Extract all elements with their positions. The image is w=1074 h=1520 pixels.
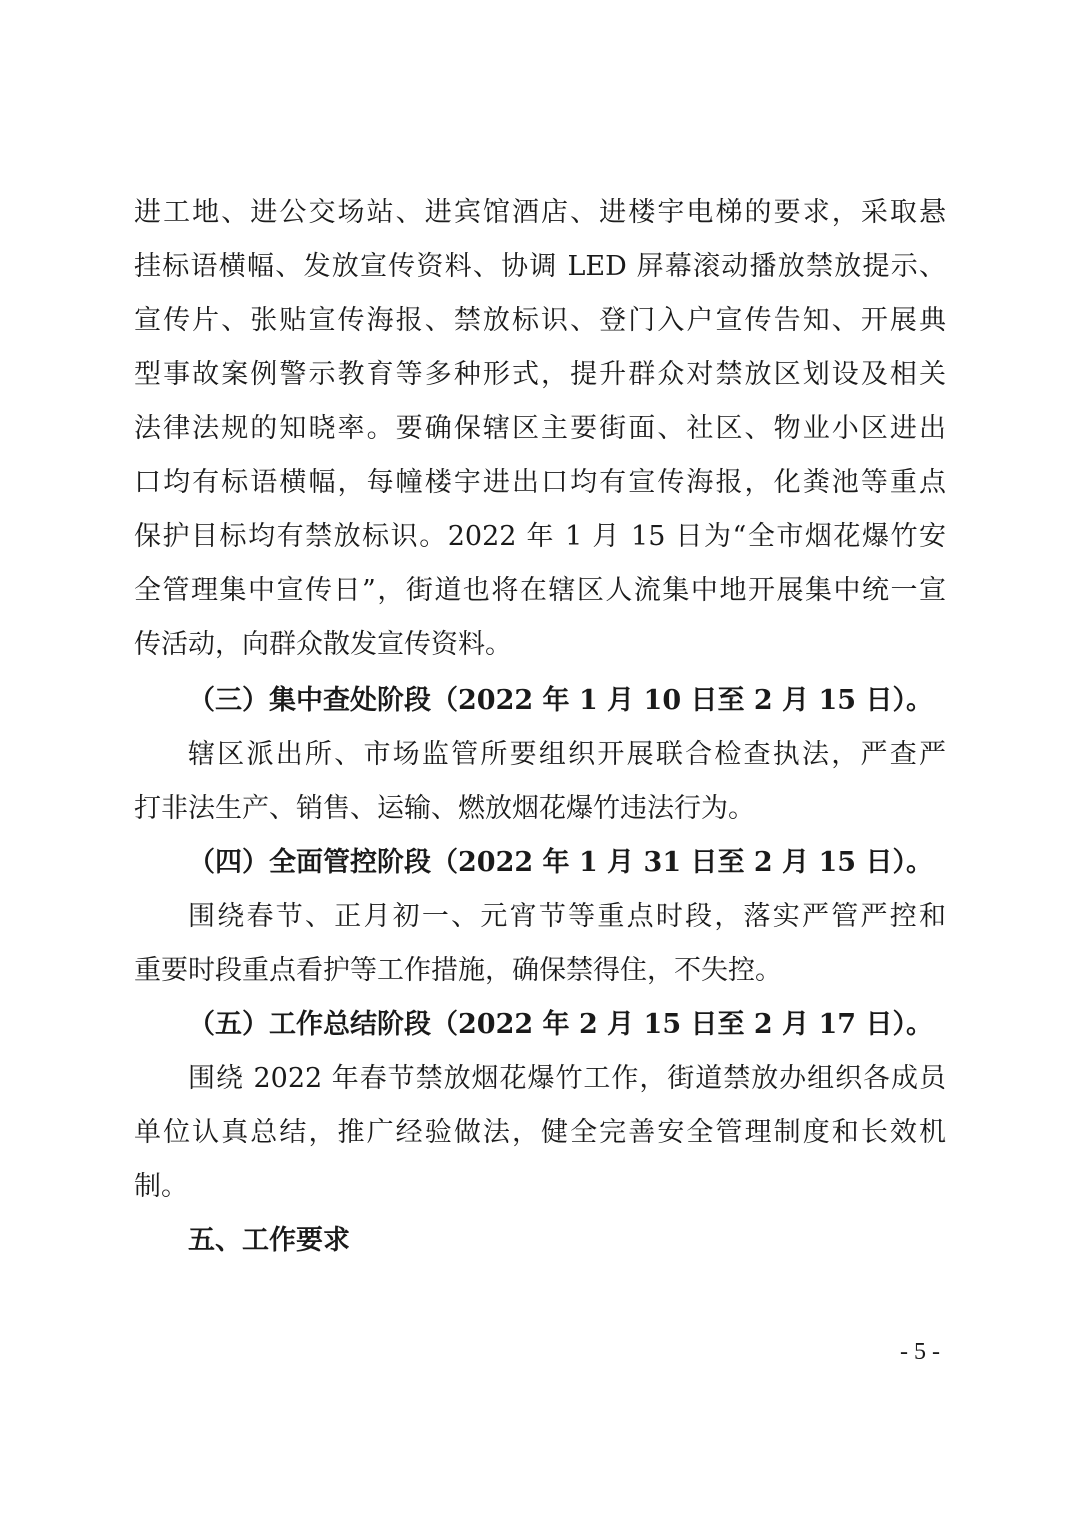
- subheading-phase-4: （四）全面管控阶段（2022 年 1 月 31 日至 2 月 15 日）。: [188, 847, 933, 878]
- body-line-15: 重要时段重点看护等工作措施，确保禁得住，不失控。: [134, 955, 782, 986]
- page-number: - 5 -: [900, 1339, 940, 1365]
- body-line-17: 围绕 2022 年春节禁放烟花爆竹工作，街道禁放办组织各成员: [188, 1063, 946, 1094]
- body-line-7: 保护目标均有禁放标识。2022 年 1 月 15 日为“全市烟花爆竹安: [134, 521, 946, 552]
- body-line-12: 打非法生产、销售、运输、燃放烟花爆竹违法行为。: [134, 793, 755, 824]
- body-line-19: 制。: [134, 1171, 188, 1202]
- body-line-2: 挂标语横幅、发放宣传资料、协调 LED 屏幕滚动播放禁放提示、: [134, 251, 946, 282]
- body-line-18: 单位认真总结，推广经验做法，健全完善安全管理制度和长效机: [134, 1117, 946, 1148]
- body-line-6: 口均有标语横幅，每幢楼宇进出口均有宣传海报，化粪池等重点: [134, 467, 946, 498]
- body-line-3: 宣传片、张贴宣传海报、禁放标识、登门入户宣传告知、开展典: [134, 305, 946, 336]
- body-line-4: 型事故案例警示教育等多种形式，提升群众对禁放区划设及相关: [134, 359, 946, 390]
- section-heading-work-requirements: 五、工作要求: [188, 1225, 350, 1256]
- subheading-phase-3: （三）集中查处阶段（2022 年 1 月 10 日至 2 月 15 日）。: [188, 685, 933, 716]
- subheading-phase-5: （五）工作总结阶段（2022 年 2 月 15 日至 2 月 17 日）。: [188, 1009, 933, 1040]
- body-line-5: 法律法规的知晓率。要确保辖区主要街面、社区、物业小区进出: [134, 413, 946, 444]
- body-line-9: 传活动，向群众散发宣传资料。: [134, 629, 512, 660]
- body-line-8: 全管理集中宣传日”，街道也将在辖区人流集中地开展集中统一宣: [134, 575, 946, 606]
- body-line-1: 进工地、进公交场站、进宾馆酒店、进楼宇电梯的要求，采取悬: [134, 197, 946, 228]
- body-line-11: 辖区派出所、市场监管所要组织开展联合检查执法，严查严: [188, 739, 946, 770]
- body-line-14: 围绕春节、正月初一、元宵节等重点时段，落实严管严控和: [188, 901, 946, 932]
